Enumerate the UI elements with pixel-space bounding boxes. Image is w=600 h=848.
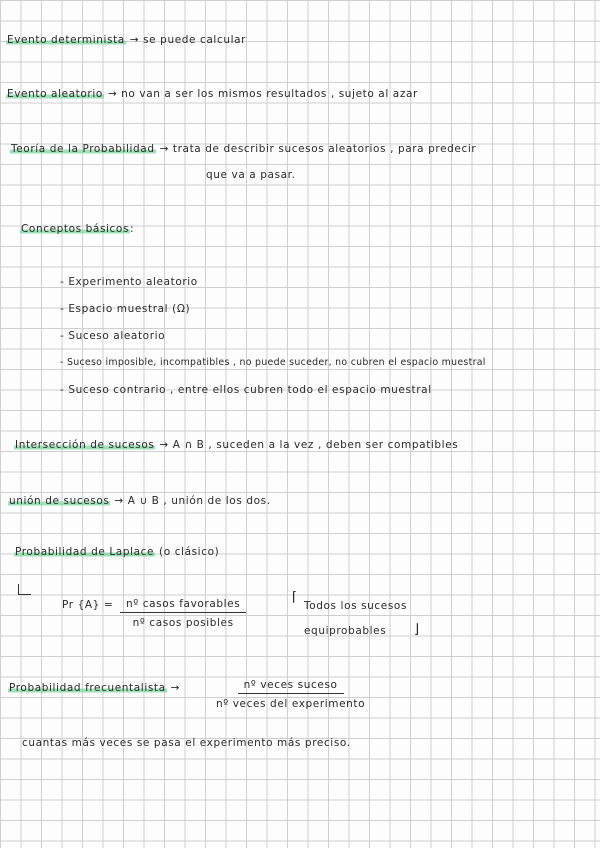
def-union: → A ∪ B , unión de los dos. xyxy=(114,495,271,507)
term-evento-aleatorio: Evento aleatorio xyxy=(7,88,103,100)
frecuentalista-fraction xyxy=(216,679,365,710)
line-teoria-continuation: que va a pasar. xyxy=(206,169,296,181)
term-conceptos-basicos: Conceptos básicos xyxy=(21,223,130,235)
list-item: - Suceso imposible, incompatibles , no puede suceder, no cubren el espacio muestral xyxy=(60,357,486,368)
term-interseccion: Intersección de sucesos xyxy=(15,439,155,451)
laplace-lhs: Pr {A} = xyxy=(62,599,114,611)
laplace-fraction xyxy=(120,598,246,629)
list-item: - Suceso contrario , entre ellos cubren todo el espacio muestral xyxy=(60,384,432,396)
laplace-note-1: Todos los sucesos xyxy=(304,600,408,612)
line-cuantas-mas-veces: cuantas más veces se pasa el experimento más preciso. xyxy=(22,737,351,749)
arrow-icon xyxy=(18,584,31,595)
line-union xyxy=(8,494,271,508)
line-frecuentalista xyxy=(8,681,180,695)
line-evento-determinista xyxy=(6,33,246,47)
line-evento-aleatorio xyxy=(6,87,418,101)
def-interseccion: → A ∩ B , suceden a la vez , deben ser compatibles xyxy=(159,439,459,451)
laplace-denominator: nº casos posibles xyxy=(132,617,234,629)
def-evento-aleatorio: → no van a ser los mismos resultados , sujeto al azar xyxy=(107,88,418,100)
def-frecuentalista: → xyxy=(170,682,181,694)
term-teoria-probabilidad: Teoría de la Probabilidad xyxy=(11,143,155,155)
line-laplace xyxy=(14,545,219,559)
term-laplace: Probabilidad de Laplace xyxy=(15,546,155,558)
bracket-open-icon: ⌈ xyxy=(292,590,298,605)
laplace-numerator: nº casos favorables xyxy=(120,598,246,613)
list-item: - Experimento aleatorio xyxy=(60,276,198,288)
list-item: - Espacio muestral (Ω) xyxy=(60,303,191,315)
def-laplace: (o clásico) xyxy=(159,546,220,558)
frecuentalista-denominator: nº veces del experimento xyxy=(216,698,366,710)
def-teoria-probabilidad: → trata de describir sucesos aleatorios , para predecir xyxy=(159,143,477,155)
term-union: unión de sucesos xyxy=(9,495,110,507)
frecuentalista-numerator: nº veces suceso xyxy=(238,679,344,694)
bracket-close-icon: ⌋ xyxy=(414,622,420,637)
line-teoria-probabilidad xyxy=(10,142,476,156)
line-conceptos-basicos: Conceptos básicos: xyxy=(21,223,135,235)
term-frecuentalista: Probabilidad frecuentalista xyxy=(9,682,166,694)
line-interseccion xyxy=(14,438,458,452)
laplace-note-2: equiprobables xyxy=(304,625,387,637)
term-evento-determinista: Evento determinista xyxy=(7,34,125,46)
def-evento-determinista: → se puede calcular xyxy=(129,34,247,46)
list-item: - Suceso aleatorio xyxy=(60,330,166,342)
